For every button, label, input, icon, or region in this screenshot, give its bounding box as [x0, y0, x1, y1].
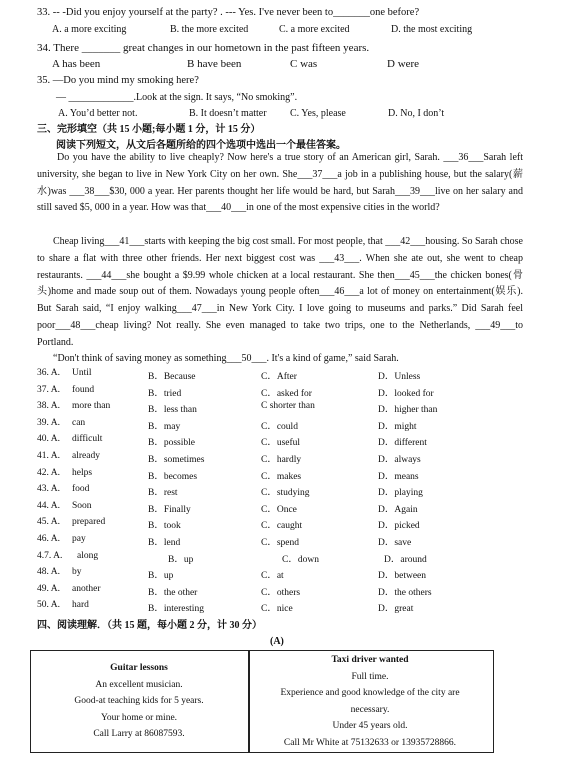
ad-taxi-content: [248, 652, 492, 751]
cloze-option-c: C．asked for: [261, 388, 312, 399]
q35-option-a: A. You’d better not.: [58, 108, 138, 119]
cloze-paragraph-2: Cheap living___41___starts with keeping the big cost small. For most people, that ___42___housing. So Sarah chose to share a flat with three other friends. Her next biggest cost was ___43___. When she ate out, she went to cheap restaurants. ___44___she bought a $9.99 whole chicken at a local restaurant. She then___45___the chicken bones(骨头)home and made soup out of them. Nowadays young people often___46___a lot of money on entertainment(娱乐). But Sarah said, “I enjoy walking___47___in New York City. I love going to museums and parks.” Did Sarah feel poor___48___cheap living? Not really. She even managed to take two trips, one to the Netherlands, ___49___to Portland.: [37, 236, 523, 348]
cloze-option-d: D．looked for: [378, 388, 434, 399]
q34-option-d: D were: [387, 58, 420, 70]
section3-heading: 三、完形填空（共 15 小题;每小题 1 分，计 15 分）: [37, 124, 261, 135]
cloze-option-a: by: [72, 567, 82, 578]
cloze-option-a: food: [72, 484, 90, 495]
q34-option-a: A has been: [52, 58, 101, 70]
cloze-option-d: D．means: [378, 471, 419, 482]
cloze-option-number: 45. A.: [37, 517, 60, 528]
q35-option-c: C. Yes, please: [290, 108, 346, 119]
cloze-option-a: prepared: [72, 517, 106, 528]
cloze-option-number: 40. A.: [37, 434, 60, 445]
q33-stem: 33. -- -Did you enjoy yourself at the party? . --- Yes. I've never been to_______one before?: [37, 7, 420, 18]
ad-guitar-line: Call Larry at 86087593.: [93, 729, 185, 739]
cloze-option-number: 43. A.: [37, 484, 60, 495]
cloze-option-b: B．possible: [148, 438, 195, 449]
cloze-option-d: D．might: [378, 421, 417, 432]
ad-taxi-line: Full time.: [351, 671, 389, 682]
cloze-option-d: D．save: [378, 538, 412, 548]
cloze-option-d: D．between: [378, 571, 427, 582]
ad-guitar-title: Guitar lessons: [110, 663, 168, 673]
ad-guitar-line: Good-at teaching kids for 5 years.: [74, 696, 204, 706]
cloze-option-number: 42. A.: [37, 467, 60, 478]
q33-option-b: B. the more excited: [170, 24, 249, 35]
cloze-option-d: D．great: [378, 604, 414, 615]
cloze-option-number: 38. A.: [37, 401, 60, 412]
section4-sub: (A): [270, 636, 284, 647]
cloze-option-b: B．becomes: [148, 471, 198, 482]
cloze-option-b: B．Finally: [148, 504, 191, 515]
q35-option-d: D. No, I don’t: [388, 108, 445, 119]
cloze-option-c: C．nice: [261, 604, 293, 615]
cloze-option-a: found: [72, 384, 95, 395]
cloze-option-d: D．different: [378, 438, 427, 449]
cloze-option-b: B．less than: [148, 405, 197, 416]
cloze-option-b: B．the other: [148, 587, 198, 598]
cloze-option-c: C．others: [261, 587, 301, 598]
cloze-option-c: C．spend: [261, 538, 300, 548]
cloze-option-number: 44. A.: [37, 500, 60, 511]
cloze-paragraph-3: “Don't think of saving money as something___50___. It's a kind of game,” said Sarah.: [53, 353, 399, 364]
cloze-option-a: hard: [72, 600, 89, 611]
cloze-option-d: D．Again: [378, 504, 418, 515]
section4-heading: 四、阅读理解．（共 15 题，每小题 2 分，计 30 分）: [37, 620, 262, 631]
section3-instruction: 阅读下列短文，从文后各题所给的四个选项中选出一个最佳答案。: [56, 140, 346, 151]
cloze-option-b: B．took: [148, 521, 181, 532]
cloze-option-d: D．playing: [378, 488, 423, 499]
cloze-option-a: more than: [72, 401, 111, 412]
cloze-option-a: another: [72, 583, 101, 594]
cloze-option-number: 36. A.: [37, 368, 60, 378]
cloze-option-number: 50. A.: [37, 600, 60, 611]
q35-stem: 35. —Do you mind my smoking here?: [37, 75, 199, 86]
cloze-option-d: D．Unless: [378, 372, 421, 382]
q34-stem: 34. There _______ great changes in our hometown in the past fifteen years.: [37, 42, 370, 54]
ad-taxi-line: necessary.: [350, 704, 390, 715]
cloze-option-c: C shorter than: [261, 401, 315, 412]
cloze-option-b: B．tried: [148, 388, 182, 399]
q33-option-d: D. the most exciting: [391, 24, 473, 35]
cloze-option-number: 48. A.: [37, 567, 60, 578]
cloze-option-c: C．useful: [261, 438, 301, 449]
cloze-option-c: C．After: [261, 372, 297, 382]
cloze-option-d: D．around: [384, 554, 427, 565]
cloze-option-d: D．picked: [378, 521, 420, 532]
cloze-option-c: C．at: [261, 571, 284, 582]
cloze-option-a: can: [72, 417, 86, 428]
cloze-option-number: 4.7. A.: [37, 550, 63, 561]
cloze-option-c: C．caught: [261, 521, 303, 532]
ad-guitar-content: [30, 660, 248, 743]
cloze-option-b: B．up: [168, 554, 194, 565]
cloze-option-a: pay: [72, 534, 86, 544]
cloze-option-b: B．rest: [148, 488, 178, 499]
cloze-option-a: along: [77, 550, 99, 561]
cloze-option-a: Soon: [72, 500, 92, 511]
cloze-option-a: helps: [72, 467, 93, 478]
cloze-option-number: 37. A.: [37, 384, 60, 395]
cloze-paragraph-1: Do you have the ability to live cheaply? Now here's a true story of an American girl, Sarah. ___36___Sarah left university, she began to live in New York City on her own. She___37___a job in a publishing house, but the salary(薪水)was ___38___$30, 000 a year. Her parents thought her life would be hard, but Sarah___39___live on her salary and still saved $5, 000 in a year. How was that___40___in one of the most expensive cities in the world?: [37, 152, 523, 214]
q33-option-a: A. a more exciting: [52, 24, 127, 35]
cloze-option-b: B．up: [148, 571, 174, 582]
cloze-option-c: C．down: [282, 554, 319, 565]
cloze-option-number: 46. A.: [37, 534, 60, 544]
q35-reply: — _____________.Look at the sign. It says, “No smoking”.: [56, 92, 298, 103]
cloze-option-b: B．interesting: [148, 604, 204, 615]
ad-taxi-line: Under 45 years old.: [332, 721, 408, 731]
cloze-option-number: 49. A.: [37, 583, 60, 594]
ad-guitar-line: Your home or mine.: [100, 712, 178, 723]
cloze-option-a: already: [72, 451, 100, 461]
cloze-option-c: C．hardly: [261, 455, 302, 465]
q33-option-c: C. a more excited: [279, 24, 350, 35]
cloze-option-d: D．higher than: [378, 405, 438, 416]
q34-option-b: B have been: [187, 58, 242, 70]
q35-option-b: B. It doesn’t matter: [189, 108, 267, 119]
cloze-option-a: difficult: [72, 434, 103, 445]
ad-taxi-line: Experience and good knowledge of the city are: [280, 688, 460, 698]
cloze-option-a: Until: [72, 368, 92, 378]
ad-guitar-line: An excellent musician.: [95, 679, 183, 690]
cloze-option-b: B．sometimes: [148, 455, 205, 465]
cloze-option-c: C．studying: [261, 488, 310, 499]
q34-option-c: C was: [290, 58, 318, 70]
cloze-option-d: D．the others: [378, 587, 432, 598]
cloze-option-b: B．may: [148, 421, 181, 432]
cloze-option-c: C．could: [261, 421, 298, 432]
cloze-option-b: B．Because: [148, 372, 196, 382]
ad-taxi-title: Taxi driver wanted: [331, 655, 409, 665]
cloze-option-c: C．Once: [261, 504, 297, 515]
cloze-option-b: B．lend: [148, 538, 181, 548]
cloze-option-number: 39. A.: [37, 417, 60, 428]
cloze-option-c: C．makes: [261, 471, 302, 482]
ad-taxi-line: Call Mr White at 75132633 or 13935728866.: [283, 737, 457, 748]
cloze-option-d: D．always: [378, 455, 421, 465]
cloze-option-number: 41. A.: [37, 451, 60, 461]
